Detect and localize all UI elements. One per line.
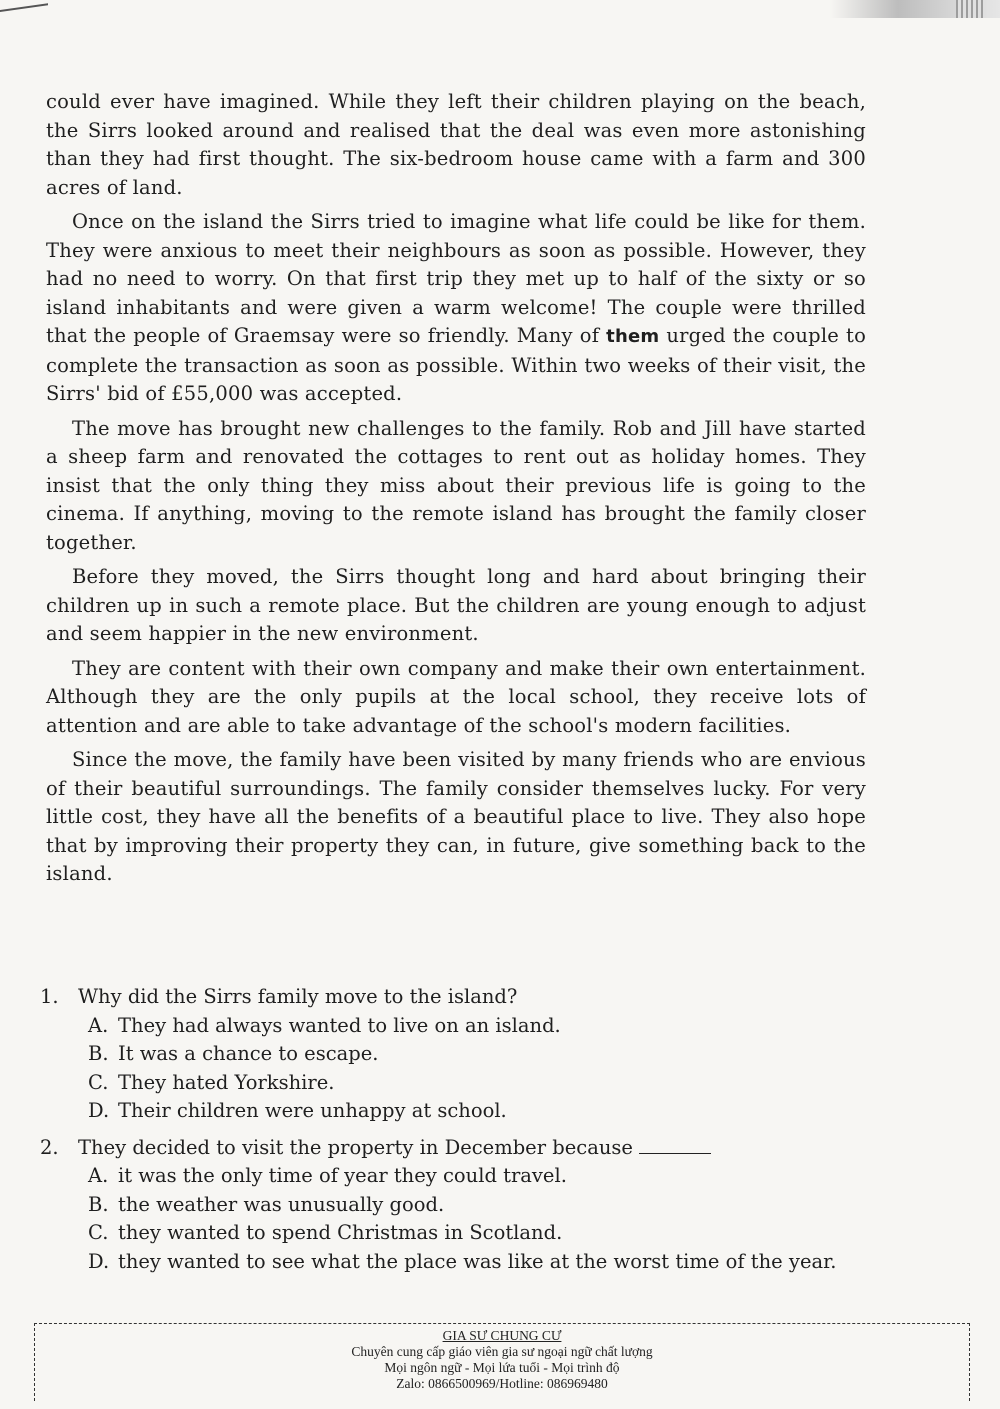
paragraph-2-part-1: Once on the island the Sirrs tried to imagine what life could be like for them. They were anxious to meet their neighbours as soon as possible. However, they had no need to worry. On that first trip they met up to half of the sixty or so island inhabitants and were given a warm welcome! The couple were thrilled that the people of Graemsay were so friendly. Many of	[46, 210, 866, 347]
option-text: They had always wanted to live on an island.	[118, 1013, 561, 1037]
question-number: 1.	[40, 985, 59, 1008]
answer-options	[88, 1012, 870, 1126]
option-letter: D.	[88, 1099, 110, 1122]
question-1	[40, 983, 870, 1126]
option-text: they wanted to spend Christmas in Scotland.	[118, 1221, 563, 1244]
option-letter: C.	[88, 1221, 109, 1244]
passage-paragraph-2	[46, 208, 866, 409]
option-text: it was the only time of year they could travel.	[118, 1164, 567, 1187]
footer-tagline: Chuyên cung cấp giáo viên gia sư ngoại ngữ chất lượng	[351, 1344, 653, 1359]
option-text: the weather was unusually good.	[118, 1192, 445, 1216]
question-text: Why did the Sirrs family move to the island?	[78, 985, 518, 1008]
scan-corner-mark	[0, 0, 48, 12]
option-letter: D.	[88, 1249, 110, 1273]
answer-option-c[interactable]	[88, 1219, 870, 1248]
answer-option-a[interactable]	[88, 1012, 870, 1041]
option-text: It was a chance to escape.	[118, 1042, 379, 1065]
answer-option-c[interactable]	[88, 1069, 870, 1098]
passage-paragraph-5: They are content with their own company and make their own entertainment. Although they are the only pupils at the local school, they receive lots of attention and are able to take advantage of the school's modern facilities.	[46, 656, 866, 737]
passage-paragraph-6: Since the move, the family have been visited by many friends who are envious of their beautiful surroundings. The family consider themselves lucky. For very little cost, they have all the benefits of a beautiful place to live. They also hope that by improving their property they can, in future, give something back to the island.	[46, 748, 866, 885]
question-2	[40, 1134, 870, 1277]
option-text: Their children were unhappy at school.	[118, 1099, 507, 1122]
answer-option-b[interactable]	[88, 1040, 870, 1069]
answer-options	[88, 1162, 870, 1276]
passage-paragraph-1: could ever have imagined. While they left their children playing on the beach, the Sirrs looked around and realised that the deal was even more astonishing than they had first thought. The six-bedroom house came with a farm and 300 acres of land.	[46, 90, 866, 199]
emphasized-word: them	[606, 326, 660, 347]
question-text: They decided to visit the property in December because	[78, 1135, 633, 1159]
footer-box	[34, 1323, 970, 1401]
option-letter: C.	[88, 1070, 109, 1094]
answer-option-d[interactable]	[88, 1097, 870, 1126]
question-list	[40, 983, 870, 1284]
option-letter: A.	[88, 1164, 109, 1187]
answer-option-b[interactable]	[88, 1191, 870, 1220]
footer-subtitle: Mọi ngôn ngữ - Mọi lứa tuổi - Mọi trình độ	[384, 1360, 620, 1375]
option-letter: B.	[88, 1192, 109, 1216]
footer-title: GIA SƯ CHUNG CƯ	[442, 1328, 562, 1343]
option-text: They hated Yorkshire.	[118, 1070, 335, 1094]
reading-passage	[46, 88, 866, 895]
paragraph-2-part-2: urged the couple to complete the transaction as soon as possible. Within two weeks of their visit, the Sirrs' bid of £55,000 was accepted.	[46, 324, 867, 405]
question-stem	[78, 1134, 870, 1163]
answer-blank	[639, 1137, 711, 1154]
option-letter: B.	[88, 1042, 109, 1065]
answer-option-a[interactable]	[88, 1162, 870, 1191]
option-letter: A.	[88, 1013, 109, 1037]
option-text: they wanted to see what the place was like at the worst time of the year.	[118, 1249, 837, 1273]
footer-contact: Zalo: 0866500969/Hotline: 086969480	[396, 1376, 608, 1391]
scan-edge-artifact	[830, 0, 1000, 18]
passage-paragraph-3: The move has brought new challenges to the family. Rob and Jill have started a sheep farm and renovated the cottages to rent out as holiday homes. They insist that the only thing they miss about their previous life is going to the cinema. If anything, moving to the remote island has brought the family closer together.	[46, 416, 866, 554]
question-number: 2.	[40, 1135, 59, 1159]
passage-paragraph-4: Before they moved, the Sirrs thought long and hard about bringing their children up in such a remote place. But the children are young enough to adjust and seem happier in the new environment.	[46, 565, 866, 645]
answer-option-d[interactable]	[88, 1248, 870, 1277]
